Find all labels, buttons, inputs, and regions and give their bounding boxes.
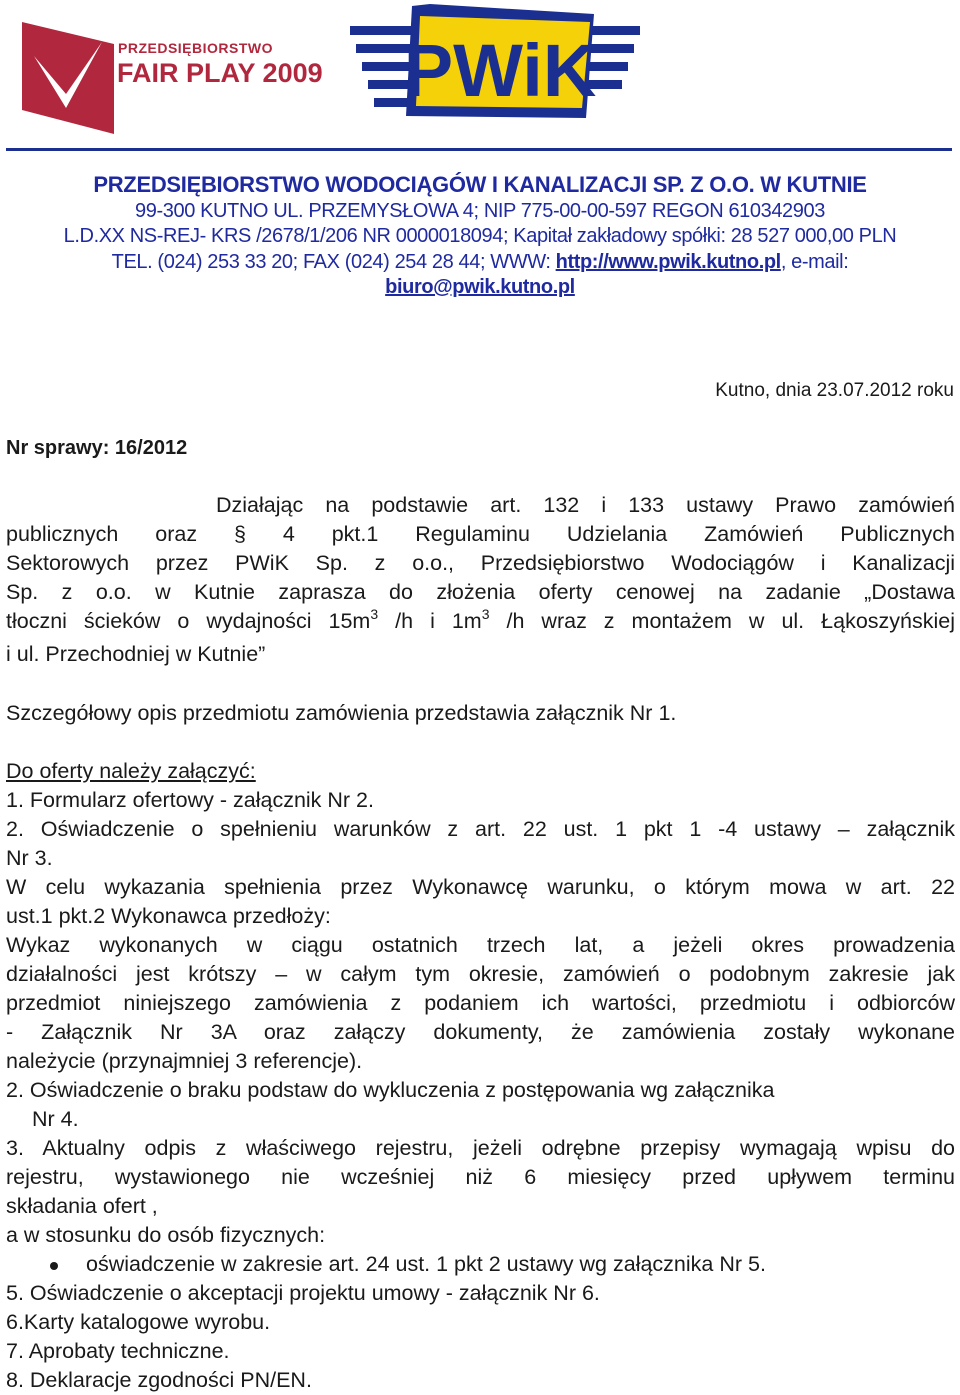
phone-fax: TEL. (024) 253 33 20; FAX (024) 254 28 44; WWW: (111, 251, 556, 273)
condition-text: W celu wykazania spełnienia przez Wykonawcę warunku, o którym mowa w art. 22 (6, 875, 955, 899)
list-text: działalności jest krótszy – w całym tym okresie, zamówień o podobnym zakresie jak (6, 962, 955, 986)
place-date: Kutno, dnia 23.07.2012 roku (715, 380, 954, 401)
email-label: , e-mail: (780, 251, 849, 273)
list-text: - Załącznik Nr 3A oraz załączy dokumenty, że zamówienia zostały wykonane (6, 1020, 955, 1044)
condition-text: ust.1 pkt.2 Wykonawca przedłoży: (6, 904, 331, 928)
case-number: Nr sprawy: 16/2012 (6, 437, 188, 459)
registry-item: 3. Aktualny odpis z właściwego rejestru, jeżeli odrębne przepisy wymagają wpisu do (6, 1136, 955, 1160)
attachments-heading: Do oferty należy załączyć: (6, 759, 256, 783)
attachment-item: 8. Deklaracje zgodności PN/EN. (6, 1368, 312, 1392)
intro-line: Sp. z o.o. w Kutnie zaprasza do złożenia oferty cenowej na zadanie „Dostawa (6, 580, 955, 604)
intro-line: i ul. Przechodniej w Kutnie” (6, 642, 266, 666)
list-text: należycie (przynajmniej 3 referencje). (6, 1049, 363, 1073)
company-address: 99-300 KUTNO UL. PRZEMYSŁOWA 4; NIP 775-00-00-597 REGON 610342903 (135, 200, 825, 222)
registry-item: rejestru, wystawionego nie wcześniej niż 6 miesięcy przed upływem terminu (6, 1165, 955, 1189)
attachment-item-cont: Nr 3. (6, 846, 53, 870)
company-contact (0, 251, 960, 274)
attachment-item: 7. Aprobaty techniczne. (6, 1339, 230, 1363)
email-link[interactable]: biuro@pwik.kutno.pl (385, 276, 575, 298)
attachment-item: 5. Oświadczenie o akceptacji projektu umowy - załącznik Nr 6. (6, 1281, 600, 1305)
fair-play-title: FAIR PLAY 2009 (117, 58, 323, 88)
intro-line: tłoczni ścieków o wydajności $15m^3$ /h i $1m^3$ /h wraz z montażem w ul. Łąkoszyńskiej (6, 606, 955, 633)
attachment-item: 2. Oświadczenie o spełnieniu warunków z art. 22 ust. 1 pkt 1 -4 ustawy – załącznik (6, 817, 955, 841)
spec-reference: Szczegółowy opis przedmiotu zamówienia przedstawia załącznik Nr 1. (6, 701, 677, 725)
bullet-icon (50, 1262, 58, 1270)
registry-item: składania ofert , (6, 1194, 158, 1218)
attachment-item: 1. Formularz ofertowy - załącznik Nr 2. (6, 788, 374, 812)
company-registry: L.D.XX NS-REJ- KRS /2678/1/206 NR 0000018094; Kapitał zakładowy spółki: 28 527 000,00 PLN (63, 225, 897, 247)
list-text: Wykaz wykonanych w ciągu ostatnich trzech lat, a jeżeli okres prowadzenia (6, 933, 955, 957)
pwik-logo-text: PWiK (403, 29, 597, 112)
natural-persons-note: a w stosunku do osób fizycznych: (6, 1223, 326, 1247)
intro-line: publicznych oraz § 4 pkt.1 Regulaminu Udzielania Zamówień Publicznych (6, 522, 955, 546)
company-email-row (0, 276, 960, 299)
bullet-text: oświadczenie w zakresie art. 24 ust. 1 pkt 2 ustawy wg załącznika Nr 5. (86, 1252, 766, 1276)
attachment-item: 6.Karty katalogowe wyrobu. (6, 1310, 271, 1334)
declaration-item-cont: Nr 4. (32, 1107, 79, 1131)
fair-play-caption: PRZEDSIĘBIORSTWO (118, 40, 274, 56)
intro-line: Sektorowych przez PWiK Sp. z o.o., Przedsiębiorstwo Wodociągów i Kanalizacji (6, 551, 955, 575)
company-name: PRZEDSIĘBIORSTWO WODOCIĄGÓW I KANALIZACJI SP. Z O.O. W KUTNIE (93, 172, 867, 197)
intro-line: Działając na podstawie art. 132 i 133 ustawy Prawo zamówień (216, 493, 955, 517)
website-link[interactable]: http://www.pwik.kutno.pl (555, 251, 781, 273)
pwik-logo (350, 4, 640, 122)
declaration-item: 2. Oświadczenie o braku podstaw do wykluczenia z postępowania wg załącznika (6, 1078, 775, 1102)
fair-play-logo (22, 22, 114, 134)
list-text: przedmiot niniejszego zamówienia z podaniem ich wartości, przedmiotu i odbiorców (6, 991, 955, 1015)
header-divider (6, 148, 952, 151)
